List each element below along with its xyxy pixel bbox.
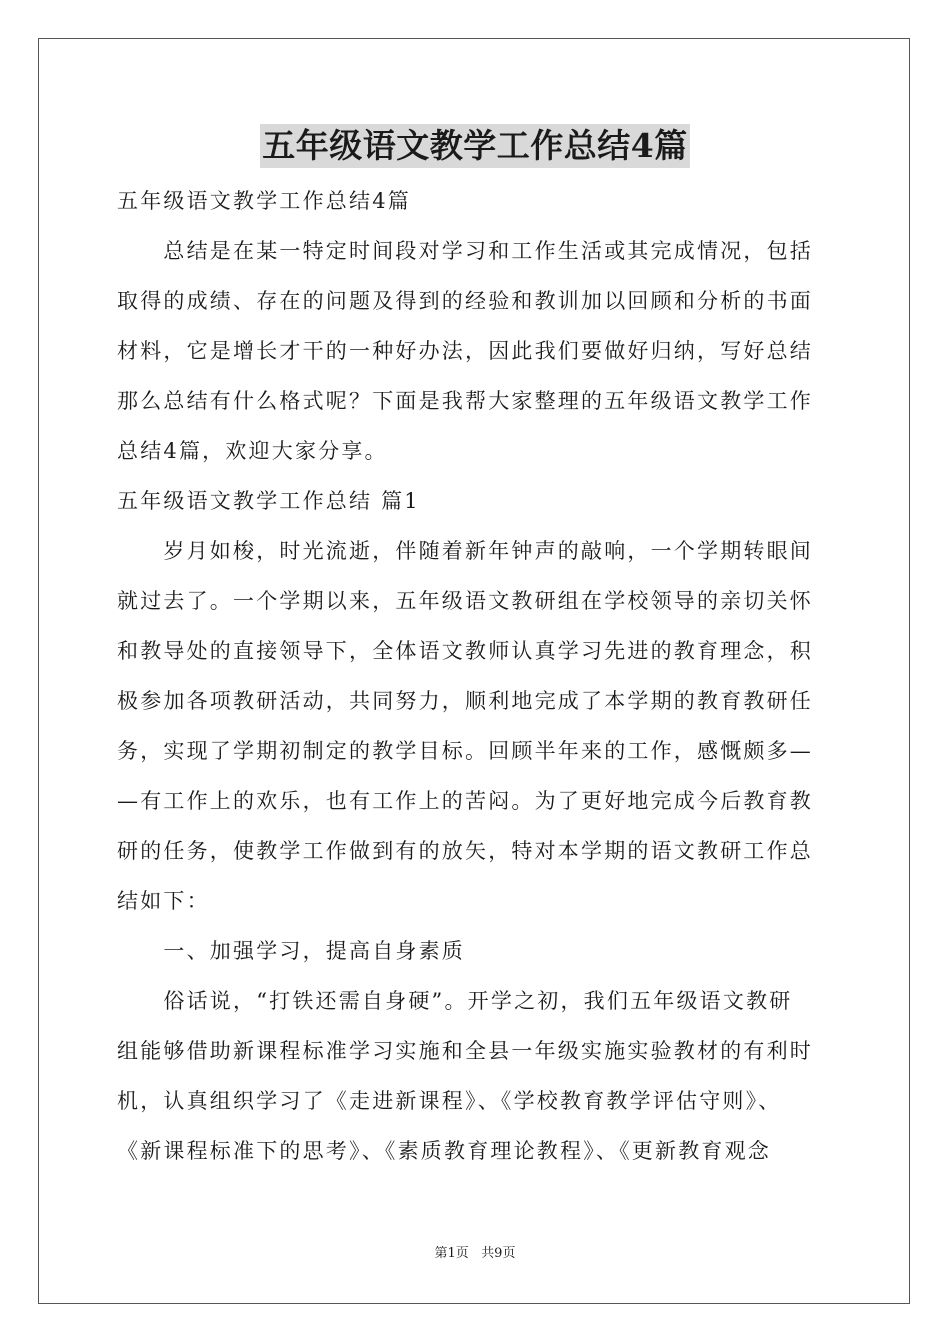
body-line: 岁月如梭，时光流逝，伴随着新年钟声的敲响，一个学期转眼间 [117,539,813,563]
body-line: 五年级语文教学工作总结4篇 [117,189,411,213]
body-line: 总结是在某一特定时间段对学习和工作生活或其完成情况，包括 [117,239,813,263]
body-line: 机，认真组织学习了《走进新课程》、《学校教育教学评估守则》、 [117,1089,782,1113]
page-footer: 第1页 共9页 [434,1246,516,1261]
body-line: 那么总结有什么格式呢？下面是我帮大家整理的五年级语文教学工作 [117,389,813,413]
body-line: 俗话说，“打铁还需自身硬”。开学之初，我们五年级语文教研 [117,989,793,1013]
body-line: 研的任务，使教学工作做到有的放矢，特对本学期的语文教研工作总 [117,839,813,863]
document-title-text: 五年级语文教学工作总结4篇 [260,124,689,168]
document-body [117,176,837,1176]
body-line: 务，实现了学期初制定的教学目标。回顾半年来的工作，感慨颇多— [117,739,813,763]
body-line: 总结4篇，欢迎大家分享。 [117,439,388,463]
body-line: 组能够借助新课程标准学习实施和全县一年级实施实验教材的有利时 [117,1039,813,1063]
body-line: 和教导处的直接领导下，全体语文教师认真学习先进的教育理念，积 [117,639,813,663]
body-line: 极参加各项教研活动，共同努力，顺利地完成了本学期的教育教研任 [117,689,813,713]
section-heading: 五年级语文教学工作总结 篇1 [117,489,420,513]
body-line: 结如下： [117,889,210,913]
body-line: 《新课程标准下的思考》、《素质教育理论教程》、《更新教育观念 [117,1139,771,1163]
body-line: 就过去了。一个学期以来，五年级语文教研组在学校领导的亲切关怀 [117,589,813,613]
subsection-heading: 一、加强学习，提高自身素质 [117,939,465,963]
body-line: 材料，它是增长才干的一种好办法，因此我们要做好归纳，写好总结 [117,339,813,363]
body-line: 取得的成绩、存在的问题及得到的经验和教训加以回顾和分析的书面 [117,289,813,313]
document-title [0,124,950,168]
body-line: —有工作上的欢乐，也有工作上的苦闷。为了更好地完成今后教育教 [117,789,813,813]
